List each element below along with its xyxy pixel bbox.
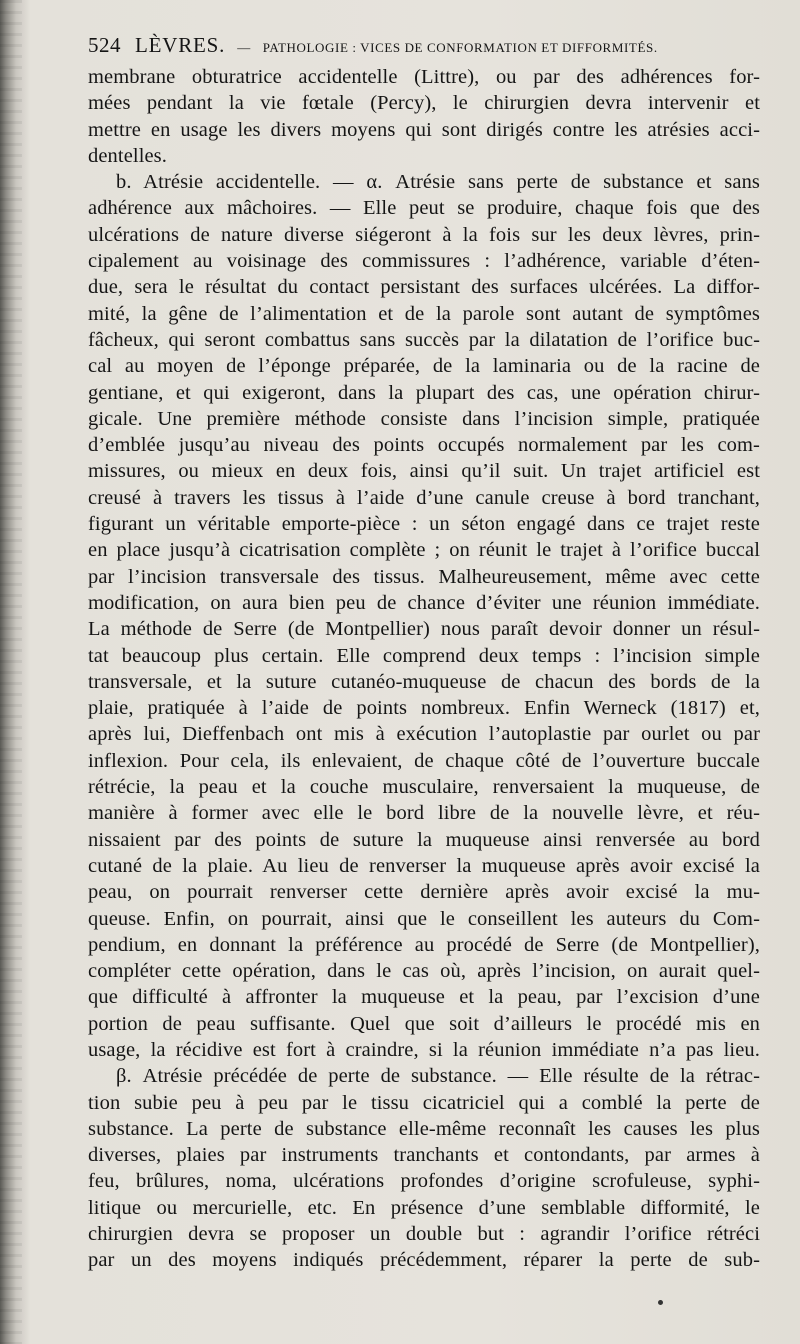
text-line: ulcérations de nature diverse siégeront à la fois sur les deux lèvres, prin- [88, 223, 760, 246]
text-line: diverses, plaies par instruments tranchants et contondants, par armes à [88, 1144, 760, 1167]
text-line: compléter cette opération, dans le cas où, après l’incision, on aurait quel- [88, 960, 760, 983]
text-line: transversale, et la suture cutanéo-muqueuse de chacun des bords de la [88, 670, 760, 693]
text-line: cipalement au voisinage des commissures : l’adhérence, variable d’éten- [88, 250, 760, 273]
text-line: cutané de la plaie. Au lieu de renverser la muqueuse après avoir excisé la [88, 854, 760, 877]
text-line: rétrécie, la peau et la couche musculaire, renversaient la muqueuse, de [88, 776, 760, 799]
text-line: cal au moyen de l’éponge préparée, de la laminaria ou de la racine de [88, 355, 760, 378]
text-line: nissaient par des points de suture la muqueuse ainsi renversée au bord [88, 828, 760, 851]
page-number: 524 [88, 33, 121, 57]
text-line: pendium, en donnant la préférence au procédé de Serre (de Montpellier), [88, 933, 760, 956]
text-line: b. Atrésie accidentelle. — α. Atrésie sans perte de substance et sans [116, 171, 760, 194]
text-line: feu, brûlures, noma, ulcérations profondes d’origine scrofuleuse, syphi- [88, 1170, 760, 1193]
text-line: due, sera le résultat du contact persistant des surfaces ulcérées. La diffor- [88, 276, 760, 299]
text-line: β. Atrésie précédée de perte de substance. — Elle résulte de la rétrac- [116, 1065, 760, 1088]
section-title: PATHOLOGIE : VICES DE CONFORMATION ET DIFFORMITÉS. [262, 40, 658, 55]
text-line: tion subie peu à peu par le tissu cicatriciel qui a comblé la perte de [88, 1091, 760, 1114]
text-line: gentiane, et qui exigeront, dans la plupart des cas, une opération chirur- [88, 381, 760, 404]
text-line: mées pendant la vie fœtale (Percy), le chirurgien devra intervenir et [88, 92, 760, 115]
text-line: adhérence aux mâchoires. — Elle peut se produire, chaque fois que des [88, 197, 760, 220]
text-line: creusé à travers les tissus à l’aide d’une canule creuse à bord tranchant, [88, 486, 760, 509]
text-line: peau, on pourrait renverser cette dernière après avoir excisé la mu- [88, 881, 760, 904]
text-line: La méthode de Serre (de Montpellier) nous paraît devoir donner un résul- [88, 618, 760, 641]
ink-speck [658, 1300, 663, 1305]
text-line: que difficulté à affronter la muqueuse et la peau, par l’excision d’une [88, 986, 760, 1009]
body-text [88, 64, 760, 1274]
text-line: tat beaucoup plus certain. Elle comprend deux temps : l’incision simple [88, 644, 760, 667]
text-line: après lui, Dieffenbach ont mis à exécution l’autoplastie par ourlet ou par [88, 723, 760, 746]
text-line: mité, la gêne de l’alimentation et de la parole sont autant de symptômes [88, 302, 760, 325]
text-line: dentelles. [88, 144, 167, 167]
text-line: substance. La perte de substance elle-même reconnaît les causes les plus [88, 1117, 760, 1140]
text-line: d’emblée jusqu’au niveau des points occupés normalement par les com- [88, 434, 760, 457]
text-line: missures, ou mieux en deux fois, ainsi qu’il suit. Un trajet artificiel est [88, 460, 760, 483]
text-line: usage, la récidive est fort à craindre, si la réunion immédiate n’a pas lieu. [88, 1038, 760, 1061]
text-line: chirurgien devra se proposer un double but : agrandir l’orifice rétréci [88, 1223, 760, 1246]
text-line: fâcheux, qui seront combattus sans succès par la dilatation de l’orifice buc- [88, 328, 760, 351]
text-line: modification, on aura bien peu de chance d’éviter une réunion immédiate. [88, 591, 760, 614]
text-line: portion de peau suffisante. Quel que soit d’ailleurs le procédé mis en [88, 1012, 760, 1035]
text-line: membrane obturatrice accidentelle (Littre), ou par des adhérences for- [88, 66, 760, 88]
text-line: plaie, pratiquée à l’aide de points nombreux. Enfin Werneck (1817) et, [88, 697, 760, 720]
text-line: inflexion. Pour cela, ils enlevaient, de chaque côté de l’ouverture buccale [88, 749, 760, 772]
text-line: litique ou mercurielle, etc. En présence d’une semblable difformité, le [88, 1196, 760, 1219]
running-title: LÈVRES. [135, 33, 226, 57]
text-line: par un des moyens indiqués précédemment, réparer la perte de sub- [88, 1249, 760, 1272]
text-line: manière à former avec elle le bord libre de la nouvelle lèvre, et réu- [88, 802, 760, 825]
text-line: en place jusqu’à cicatrisation complète ; on réunit le trajet à l’orifice buccal [88, 539, 760, 562]
text-line: par l’incision transversale des tissus. Malheureusement, même avec cette [88, 565, 760, 588]
header-dash: — [237, 40, 251, 55]
text-line: gicale. Une première méthode consiste dans l’incision simple, pratiquée [88, 407, 760, 430]
book-spine-shadow [0, 0, 22, 1344]
text-line: queuse. Enfin, on pourrait, ainsi que le conseillent les auteurs du Com- [88, 907, 760, 930]
text-line: figurant un véritable emporte-pièce : un séton engagé dans ce trajet reste [88, 513, 760, 536]
running-header [88, 30, 768, 60]
text-line: mettre en usage les divers moyens qui sont dirigés contre les atrésies acci- [88, 118, 760, 141]
